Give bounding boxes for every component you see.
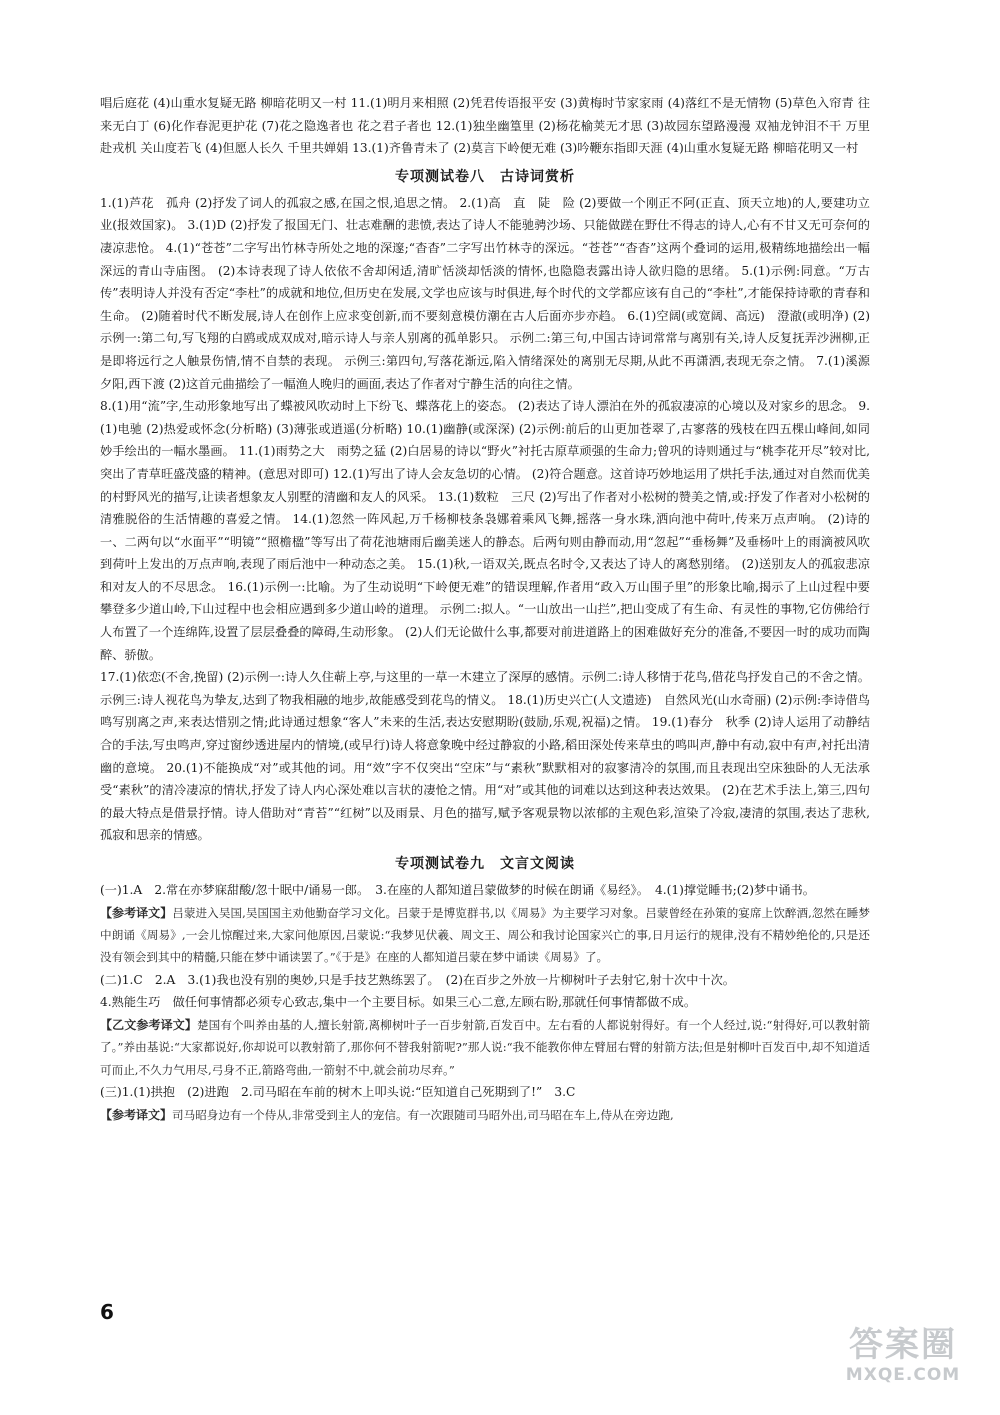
section-9-part-3-answers: (三)1.(1)拱抱 (2)进跑 2.司马昭在车前的树木上叩头说:“臣知道自己死期到了!” 3.C bbox=[100, 1085, 576, 1100]
section-8-title: 专项测试卷八 古诗词赏析 bbox=[395, 168, 575, 185]
watermark-main-text: 答案圈 bbox=[849, 1325, 957, 1365]
intro-paragraph: 唱后庭花 (4)山重水复疑无路 柳暗花明又一村 11.(1)明月来相照 (2)凭君传语报平安 (3)黄梅时节家家雨 (4)落红不是无情物 (5)草色入帘青 往来无白丁 (6)化作春泥更护花 (7)花之隐逸者也 花之君子者也 12.(1)独坐幽篁里 (2)杨花榆荚无才思 (3)故园东望路漫漫 双袖龙钟泪不干 万里赴戎机 关山度若飞 (4)但愿人长久 千里共婵娟 13.(1)齐鲁青未了 (2)莫言下岭便无难 (3)吟鞭东指即天涯 (4)山重水复疑无路 柳暗花明又一村 bbox=[100, 96, 870, 156]
reference-translation-tag: 【参考译文】 bbox=[100, 905, 173, 920]
site-watermark-logo bbox=[828, 1325, 978, 1395]
reference-translation-text: 楚国有个叫养由基的人,擅长射箭,离柳树叶子一百步射箭,百发百中。左右看的人都说射得好。有一个人经过,说:“射得好,可以教射箭了。”养由基说:“大家都说好,你却说可以教射箭了,那你何不替我射箭呢?”那人说:“我不能教你伸左臂屈右臂的射箭方法;但是射柳叶百发百中,却不知道适可而止,不久力气用尽,弓身不正,箭路弯曲,一箭射不中,就会前功尽弃。” bbox=[100, 1018, 870, 1077]
reference-translation-text: 吕蒙进入吴国,吴国国主劝他勤奋学习文化。吕蒙于是博览群书,以《周易》为主要学习对象。吕蒙曾经在孙策的宴席上饮醉酒,忽然在睡梦中朗诵《周易》,一会儿惊醒过来,大家问他原因,吕蒙说:“我梦见伏羲、周文王、周公和我讨论国家兴亡的事,日月运行的规律,没有不精妙绝伦的,只是还没有领会到其中的精髓,只能在梦中诵读罢了。”《于是》在座的人都知道吕蒙在梦中诵读《周易》了。 bbox=[100, 905, 870, 965]
page-number: 6 bbox=[100, 1300, 114, 1324]
section-8-paragraph-1: 1.(1)芦花 孤舟 (2)抒发了词人的孤寂之感,在国之恨,追思之情。 2.(1)高 直 陡 险 (2)要做一个刚正不阿(正直、顶天立地)的人,要建功立业(报效国家)。 3.(1)D (2)抒发了报国无门、壮志难酬的悲愤,表达了诗人不能驰骋沙场、只能做蹉在野仕不得志的诗人,心有不甘又无可奈何的凄凉悲怆。 4.(1)“苍苍”二字写出竹林寺所处之地的深邃;“杳杳”二字写出竹林寺的深远。“苍苍”“杳杳”这两个叠词的运用,极精练地描绘出一幅深远的青山寺庙图。 (2)本诗表现了诗人依依不舍却闲适,清旷恬淡却恬淡的情怀,也隐隐表露出诗人欲归隐的思绪。 5.(1)示例:同意。“万古传”表明诗人并没有否定“李杜”的成就和地位,但历史在发展,文学也应该与时俱进,每个时代的文学都应该有自己的“李杜”,才能保持诗歌的青春和生命。 (2)随着时代不断发展,诗人在创作上应求变创新,而不要刻意模仿潮在古人后面亦步亦趋。 6.(1)空阔(或宽阔、高远) 澄澈(或明净) (2)示例一:第二句,写飞翔的白鸥或成双成对,暗示诗人与亲人别离的孤单影只。 示例二:第三句,中国古诗词常常与离别有关,诗人反复抚弄沙洲柳,正是即将远行之人触景伤情,情不自禁的表现。 示例三:第四句,写落花渐远,陷入情绪深处的离别无尽期,从此不再潇洒,表现无奈之情。 7.(1)溪源 夕阳,西下渡 (2)这首元曲描绘了一幅渔人晚归的画面,表达了作者对宁静生活的向往之情。 bbox=[100, 195, 883, 391]
section-9-part-3-reference bbox=[100, 1104, 870, 1126]
section-9-part-1-answers: (一)1.A 2.常在亦梦寐甜酸/忽十眠中/诵易一郎。 3.在座的人都知道吕蒙做梦的时候在朗诵《易经》。 4.(1)撑觉睡书;(2)梦中诵书。 bbox=[100, 883, 815, 897]
section-9-title: 专项测试卷九 文言文阅读 bbox=[395, 856, 575, 872]
reference-translation-tag: 【参考译文】 bbox=[100, 1107, 173, 1122]
watermark-url-text: MXQE.COM bbox=[845, 1365, 961, 1385]
reference-translation-tag: 【乙文参考译文】 bbox=[100, 1018, 197, 1032]
answer-page-content bbox=[100, 92, 883, 1126]
section-9-part-2-answers: (二)1.C 2.A 3.(1)我也没有别的奥妙,只是手技艺熟练罢了。 (2)在百步之外放一片柳树叶子去射它,射十次中十次。 bbox=[100, 972, 735, 987]
section-8-paragraph-2: 8.(1)用“流”字,生动形象地写出了蝶被风吹动时上下纷飞、蝶落花上的姿态。 (2)表达了诗人漂泊在外的孤寂凄凉的心境以及对家乡的思念。 9.(1)电驰 (2)热爱或怀念(分析略) (3)薄张或逍遥(分析略) 10.(1)幽静(或深深) (2)示例:前后的山更加苍翠了,古寥落的残枝在四五棵山峰间,如同妙手绘出的一幅水墨画。 11.(1)雨势之大 雨势之猛 (2)白居易的诗以“野火”衬托古原草顽强的生命力;曾巩的诗则通过与“桃李花开尽”较对比,突出了青草旺盛茂盛的精神。(意思对即可) 12.(1)写出了诗人会友急切的心情。 (2)符合题意。这首诗巧妙地运用了烘托手法,通过对自然而优美的村野风光的描写,让读者想象友人别墅的清幽和友人的风采。 13.(1)数粒 三尺 (2)写出了作者对小松树的赞美之情,或:抒发了作者对小松树的清雅脱俗的生活情趣的喜爱之情。 14.(1)忽然一阵风起,万千杨柳枝条袅娜着乘风飞舞,摇落一身水珠,洒向池中荷叶,传来万点声响。 (2)诗的一、二两句以“水面平”“明镜”“照檐楹”等写出了荷花池塘雨后幽美迷人的静态。后两句则由静而动,用“忽起”“垂杨舞”及垂杨叶上的雨滴被风吹到荷叶上发出的万点声响,表现了雨后池中一种动态之美。 15.(1)秋,一语双关,既点名时令,又表达了诗人的离愁别绪。 (2)送别友人的孤寂悲凉和对友人的不尽思念。 16.(1)示例一:比喻。为了生动说明“下岭便无难”的错误理解,作者用“政入万山围子里”的形象比喻,揭示了上山过程中要攀登多少道山岭,下山过程中也会相应遇到多少道山岭的道理。 示例二:拟人。“一山放出一山拦”,把山变成了有生命、有灵性的事物,它仿佛给行人布置了一个连绵阵,设置了层层叠叠的障碍,生动形象。 (2)人们无论做什么事,都要对前进道路上的困难做好充分的准备,不要因一时的成功而陶醉、骄傲。 bbox=[100, 399, 870, 662]
reference-translation-text: 司马昭身边有一个侍从,非常受到主人的宠信。有一次跟随司马昭外出,司马昭在车上,侍从在旁边跑, bbox=[172, 1107, 674, 1122]
section-8-paragraph-3: 17.(1)依恋(不舍,挽留) (2)示例一:诗人久住蕲上亭,与这里的一草一木建立了深厚的感情。示例二:诗人移情于花鸟,借花鸟抒发自己的不舍之情。示例三:诗人视花鸟为挚友,达到了物我相融的地步,故能感受到花鸟的情义。 18.(1)历史兴亡(人文遗迹) 自然风光(山水奇丽) (2)示例:李诗借鸟鸣写别离之声,来表达惜别之情;此诗通过想象“客人”未来的生活,表达安慰期盼(鼓励,乐观,祝福)之情。 19.(1)春分 秋季 (2)诗人运用了动静结合的手法,写虫鸣声,穿过窗纱透进屋内的情境,(或早行)诗人将意象晚中经过静寂的小路,稻田深处传来草虫的鸣叫声,静中有动,寂中有声,衬托出清幽的意境。 20.(1)不能换成“对”或其他的词。用“效”字不仅突出“空床”与“素秋”默默相对的寂寥清冷的氛围,而且表现出空床独卧的人无法承受“素秋”的清冷凄凉的情状,抒发了诗人内心深处难以言状的凄怆之情。用“对”或其他的词难以达到这种表达效果。 (2)在艺术手法上,第三,四句的最大特点是借景抒情。诗人借助对“青苔”“红树”以及雨景、月色的描写,赋予客观景物以浓郁的主观色彩,渲染了冷寂,凄清的氛围,表达了悲秋,孤寂和思亲的情感。 bbox=[100, 670, 870, 843]
section-9-part-2-line-2: 4.熟能生巧 做任何事情都必须专心致志,集中一个主要目标。如果三心二意,左顾右盼,那就任何事情都做不成。 bbox=[100, 995, 697, 1010]
section-9-part-1-reference bbox=[100, 902, 870, 969]
section-9-part-2-reference bbox=[100, 1014, 870, 1081]
